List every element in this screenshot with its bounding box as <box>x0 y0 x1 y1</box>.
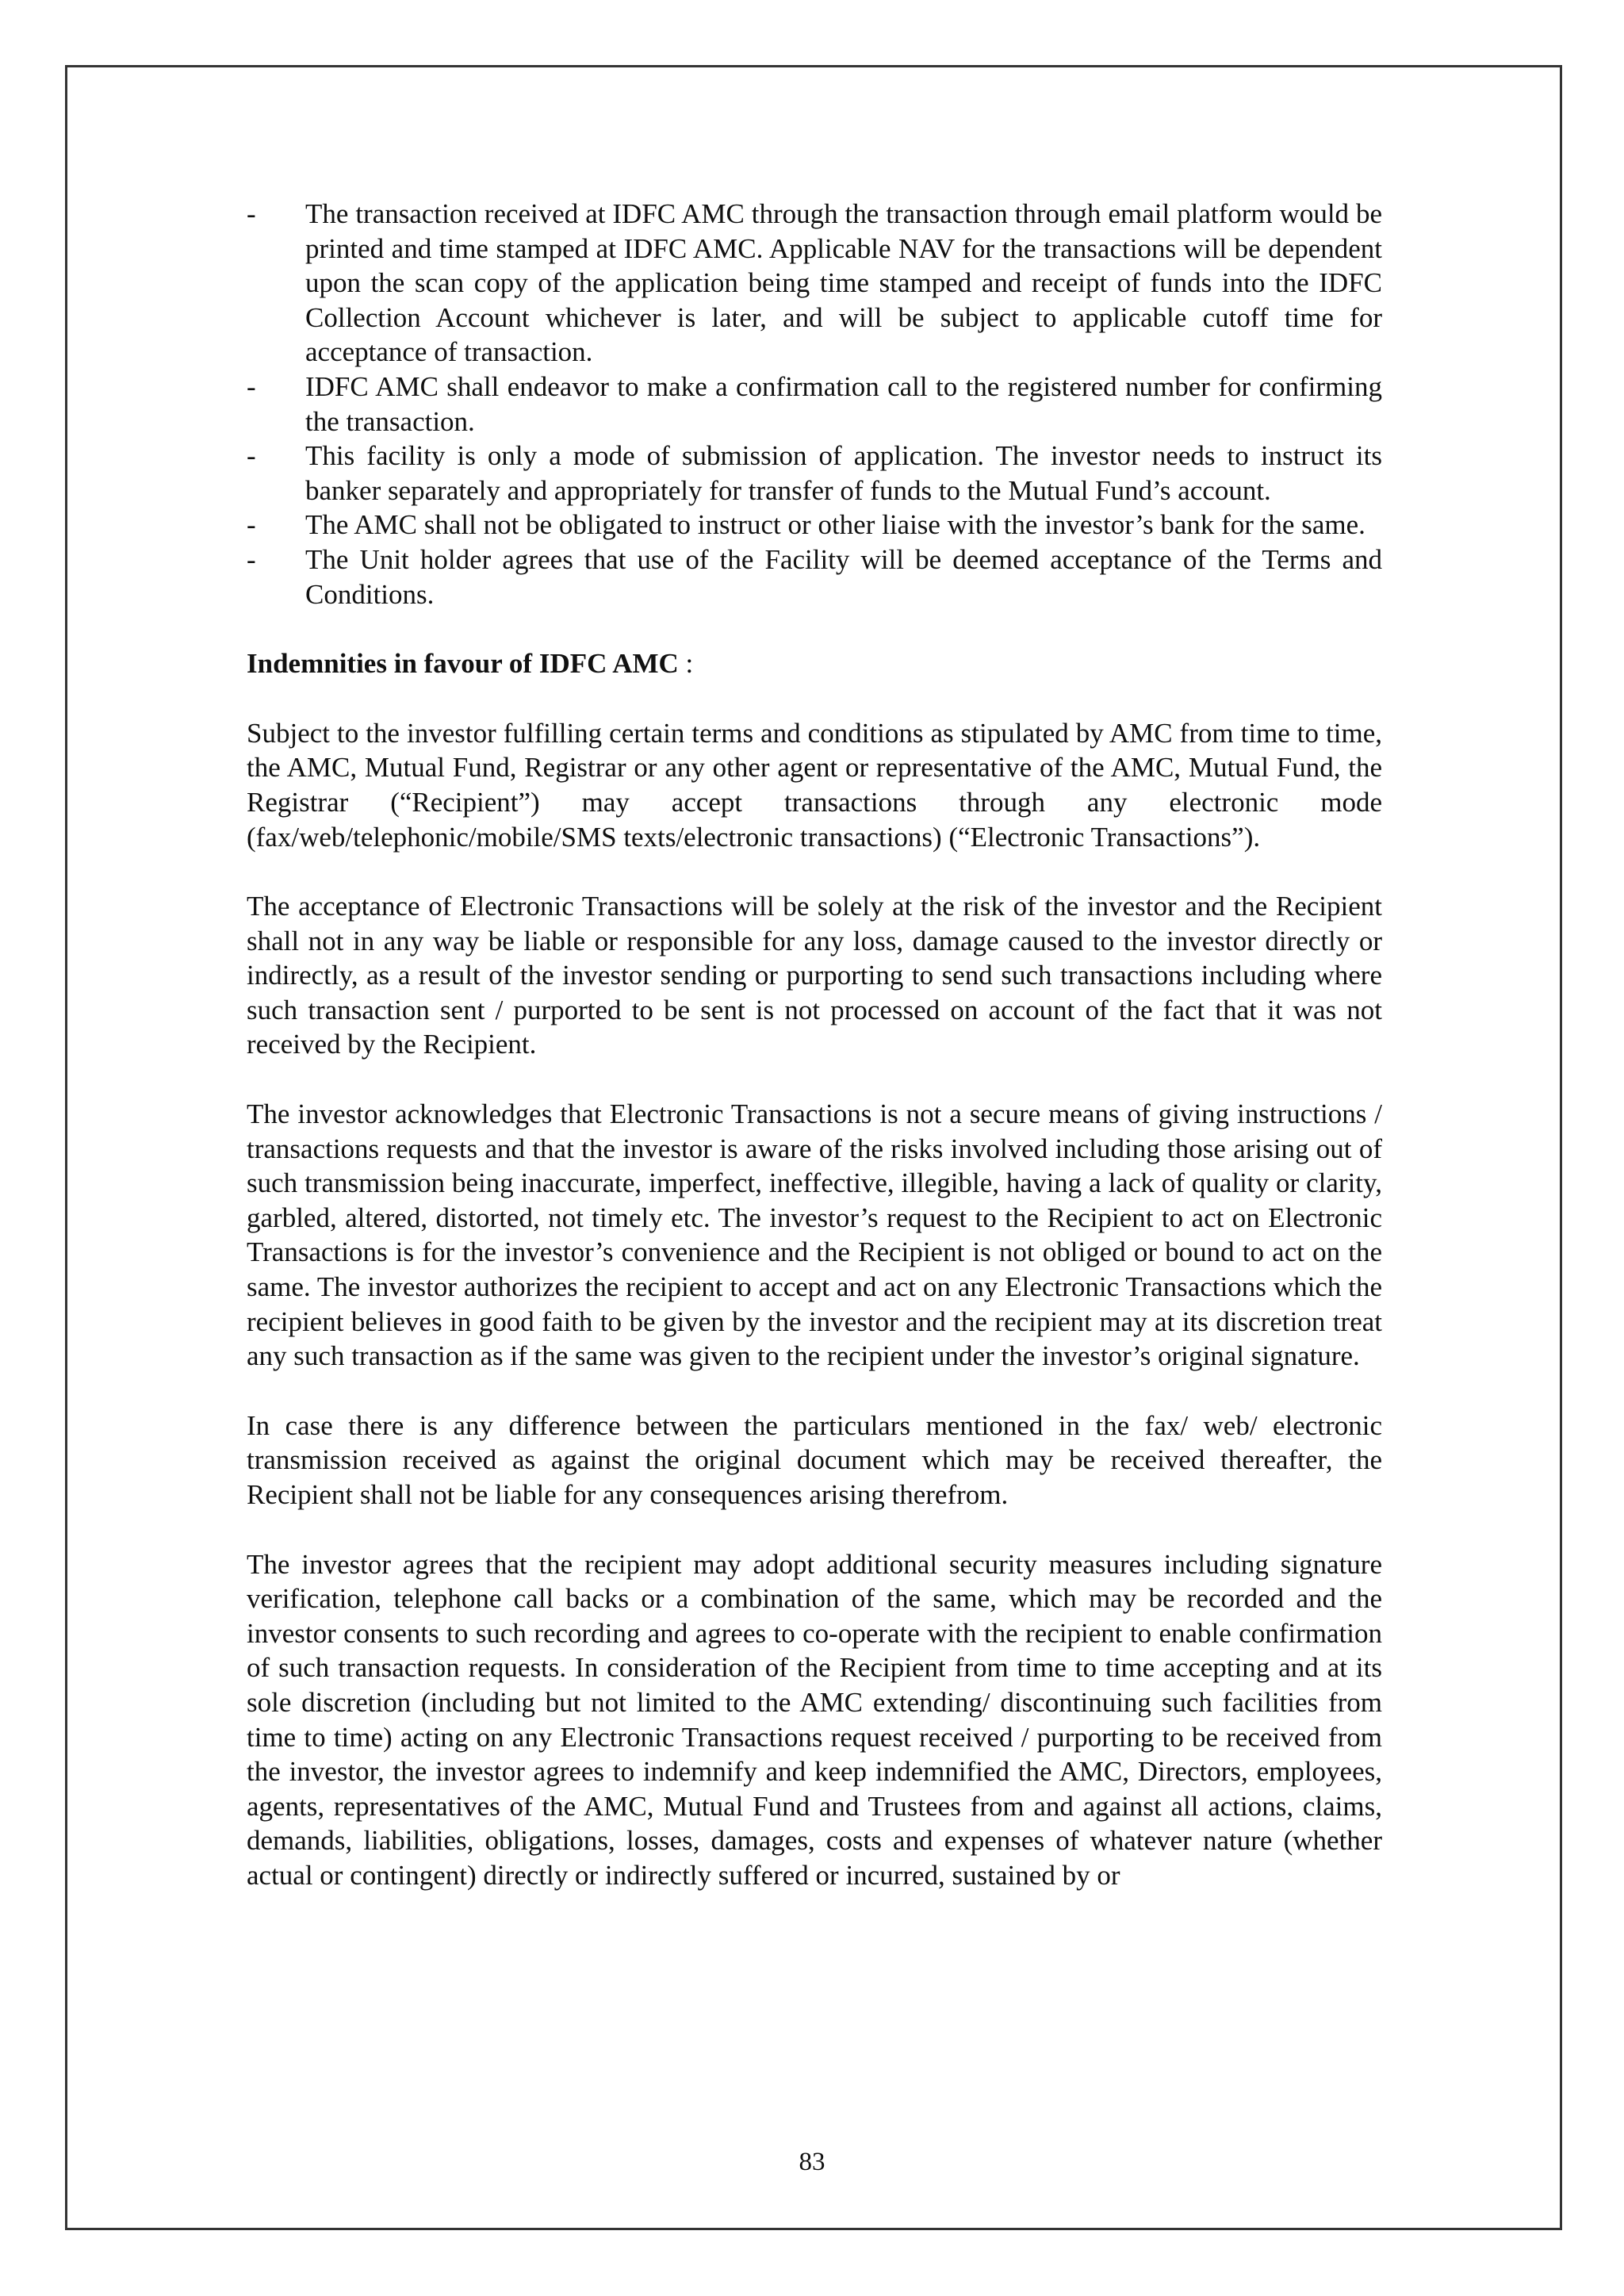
paragraph: In case there is any difference between the particulars mentioned in the fax/ web/ electronic transmission received as against the original document which may be received thereafter, the Recipient shall not be liable for any consequences arising therefrom. <box>247 1409 1382 1510</box>
bullet-item <box>247 439 1382 508</box>
bullet-text: IDFC AMC shall endeavor to make a confirmation call to the registered number for confirming the transaction. <box>305 370 1382 437</box>
bullet-item <box>247 508 1382 542</box>
bullet-text: The Unit holder agrees that use of the Facility will be deemed acceptance of the Terms and Conditions. <box>305 543 1382 610</box>
paragraph: The investor acknowledges that Electronic Transactions is not a secure means of giving instructions / transactions requests and that the investor is aware of the risks involved including those arising out of such transmission being inaccurate, imperfect, ineffective, illegible, having a lack of quality or clarity, garbled, altered, distorted, not timely etc. The investor’s request to the Recipient to act on Electronic Transactions is for the investor’s convenience and the Recipient is not obliged or bound to act on the same. The investor authorizes the recipient to accept and act on any Electronic Transactions which the recipient believes in good faith to be given by the investor and the recipient may at its discretion treat any such transaction as if the same was given to the recipient under the investor’s original signature. <box>247 1098 1382 1372</box>
section-heading <box>247 646 1382 681</box>
bullet-item <box>247 197 1382 370</box>
bullet-list <box>247 197 1382 611</box>
bullet-text: The transaction received at IDFC AMC through the transaction through email platform would be printed and time stamped at IDFC AMC. Applicable NAV for the transactions will be dependent upon the scan copy of the application being time stamped and receipt of funds into the IDFC Collection Account whichever is later, and will be subject to applicable cutoff time for acceptance of transaction. <box>305 198 1382 368</box>
paragraph: The investor agrees that the recipient may adopt additional security measures including signature verification, telephone call backs or a combination of the same, which may be recorded and the investor consents to such recording and agrees to co-operate with the recipient to enable confirmation of such transaction requests. In consideration of the Recipient from time to time accepting and at its sole discretion (including but not limited to the AMC extending/ discontinuing such facilities from time to time) acting on any Electronic Transactions request received / purporting to be received from the investor, the investor agrees to indemnify and keep indemnified the AMC, Directors, employees, agents, representatives of the AMC, Mutual Fund and Trustees from and against all actions, claims, demands, liabilities, obligations, losses, damages, costs and expenses of whatever nature (whether actual or contingent) directly or indirectly suffered or incurred, sustained by or <box>247 1548 1382 1891</box>
bullet-marker: - <box>247 543 256 575</box>
paragraph: The acceptance of Electronic Transactions will be solely at the risk of the investor and the Recipient shall not in any way be liable or responsible for any loss, damage caused to the investor directly or indirectly, as a result of the investor sending or purporting to send such transactions including where such transaction sent / purported to be sent is not processed on account of the fact that it was not received by the Recipient. <box>247 891 1382 1060</box>
section-heading-title: Indemnities in favour of IDFC AMC <box>247 648 679 680</box>
bullet-item <box>247 370 1382 439</box>
page-number: 83 <box>799 2148 825 2176</box>
bullet-item <box>247 542 1382 611</box>
bullet-marker: - <box>247 370 256 402</box>
section-heading-suffix: : <box>678 648 694 680</box>
bullet-marker: - <box>247 440 256 472</box>
bullet-marker: - <box>247 509 256 541</box>
paragraph: Subject to the investor fulfilling certain terms and conditions as stipulated by AMC from time to time, the AMC, Mutual Fund, Registrar or any other agent or representative of the AMC, Mutual Fund, the Registrar (“Recipient”) may accept transactions through any electronic mode (fax/web/telephonic/mobile/SMS texts/electronic transactions) (“Electronic Transactions”). <box>247 717 1382 853</box>
bullet-marker: - <box>247 198 256 229</box>
bullet-text: The AMC shall not be obligated to instruct or other liaise with the investor’s bank for the same. <box>305 509 1365 541</box>
document-body <box>247 197 1382 1893</box>
bullet-text: This facility is only a mode of submission of application. The investor needs to instruct its banker separately and appropriately for transfer of funds to the Mutual Fund’s account. <box>305 440 1382 506</box>
